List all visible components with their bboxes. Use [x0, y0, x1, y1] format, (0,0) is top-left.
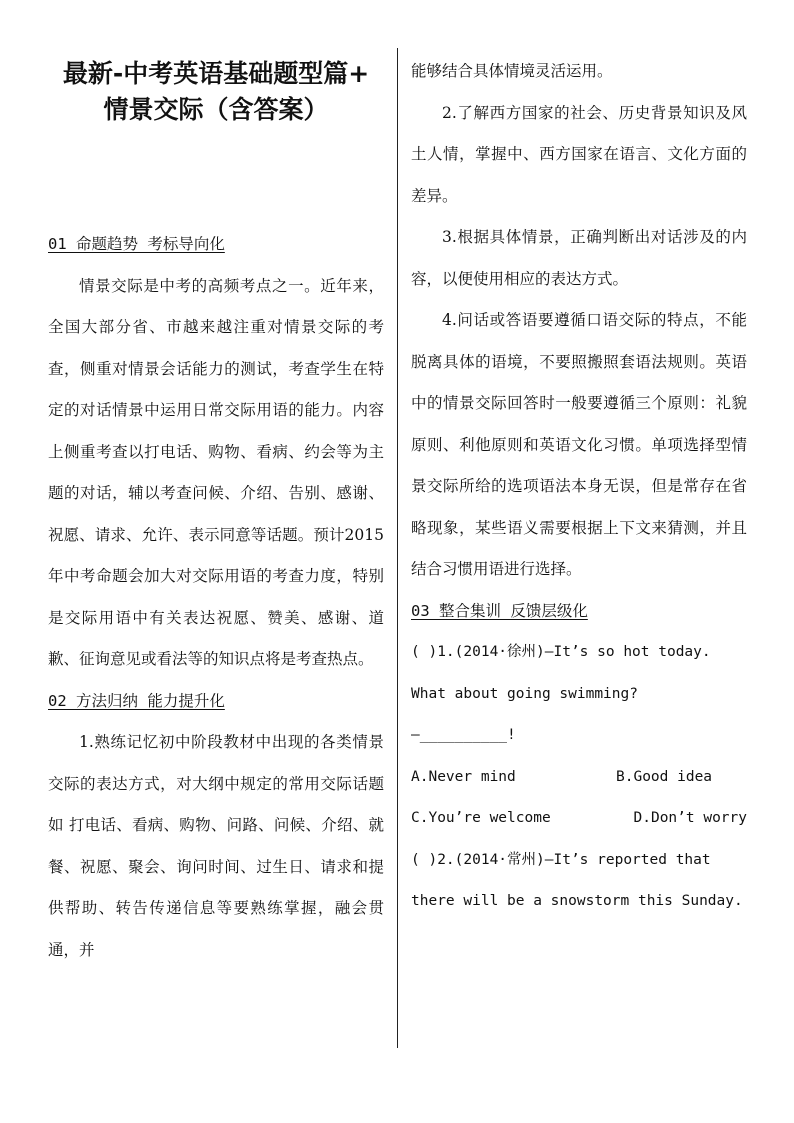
method-point-1-part-1: 1.熟练记忆初中阶段教材中出现的各类情景交际的表达方式，对大纲中规定的常用交际话题如 打电话、看病、购物、问路、问候、介绍、就餐、祝愿、聚会、询问时间、过生日、请求和提供帮助、转告传递信息等要熟练掌握，融会贯通，并 — [48, 733, 384, 959]
document-title — [48, 56, 384, 128]
method-point-2: 2.了解西方国家的社会、历史背景知识及风土人情，掌握中、西方国家在语言、文化方面的差异。 — [411, 103, 747, 205]
question-2-stem: ( )2.(2014·常州)—It’s reported that there will be a snowstorm this Sunday. — [411, 851, 743, 909]
method-point-3: 3.根据具体情景，正确判断出对话涉及的内容，以便使用相应的表达方式。 — [411, 228, 747, 288]
option-a: A.Never mind — [411, 768, 516, 785]
section-heading-trend: 01 命题趋势 考标导向化 — [48, 235, 225, 253]
question-1-options-row-1 — [411, 757, 747, 799]
question-1-options-row-2 — [411, 798, 747, 840]
option-d: D.Don’t worry — [633, 810, 747, 826]
column-divider — [397, 48, 398, 1048]
title-line-2: 情景交际（含答案） — [103, 95, 329, 124]
option-c: C.You’re welcome — [411, 810, 551, 826]
method-point-4: 4.问话或答语要遵循口语交际的特点，不能脱离具体的语境，不要照搬照套语法规则。英语中的情景交际回答时一般要遵循三个原则：礼貌原则、利他原则和英语文化习惯。单项选择型情景交际所给的选项语法本身无误，但是常存在省略现象，某些语义需要根据上下文来猜测，并且结合习惯用语进行选择。 — [411, 311, 747, 578]
section-heading-method: 02 方法归纳 能力提升化 — [48, 691, 225, 710]
section-heading-practice: 03 整合集训 反馈层级化 — [411, 601, 588, 620]
trend-paragraph: 情景交际是中考的高频考点之一。近年来，全国大部分省、市越来越注重对情景交际的考查，侧重对情景会话能力的测试，考查学生在特定的对话情景中运用日常交际用语的能力。内容上侧重考查以打电话、购物、看病、约会等为主题的对话，辅以考查问候、介绍、告别、感谢、祝愿、请求、允许、表示同意等话题。预计2015年中考命题会加大对交际用语的考查力度，特别是交际用语中有关表达祝愿、赞美、感谢、道歉、征询意见或看法等的知识点将是考查热点。 — [48, 276, 384, 668]
option-b: B.Good idea — [616, 768, 713, 785]
question-1-blank: —__________! — [411, 727, 516, 743]
left-column — [48, 48, 384, 971]
question-1-stem: ( )1.(2014·徐州)—It’s so hot today. What about going swimming? — [411, 644, 711, 702]
right-column — [411, 48, 747, 923]
method-point-1-part-2: 能够结合具体情境灵活运用。 — [411, 62, 613, 80]
title-line-1: 最新-中考英语基础题型篇+ — [62, 59, 370, 88]
